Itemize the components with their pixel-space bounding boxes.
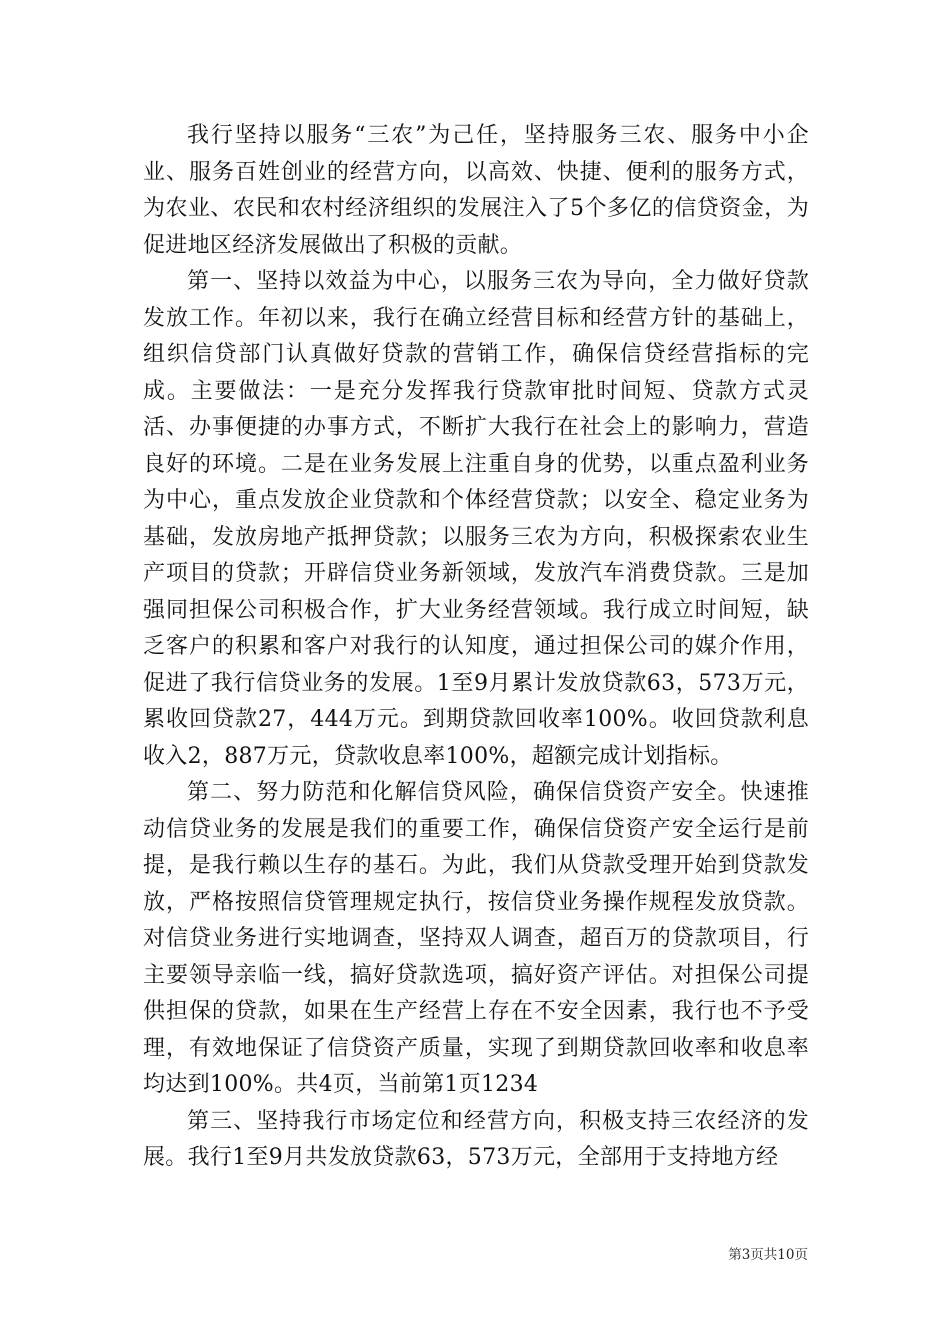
paragraph-intro: 我行坚持以服务“三农”为己任，坚持服务三农、服务中小企业、服务百姓创业的经营方向，以高效、快捷、便利的服务方式，为农业、农民和农村经济组织的发展注入了5个多亿的信贷资金，为促进地区经济发展做出了积极的贡献。: [143, 123, 809, 258]
paragraph-first-point: 第一、坚持以效益为中心，以服务三农为导向，全力做好贷款发放工作。年初以来，我行在确立经营目标和经营方针的基础上，组织信贷部门认真做好贷款的营销工作，确保信贷经营指标的完成。主要做法：一是充分发挥我行贷款审批时间短、贷款方式灵活、办事便捷的办事方式，不断扩大我行在社会上的影响力，营造良好的环境。二是在业务发展上注重自身的优势，以重点盈利业务为中心，重点发放企业贷款和个体经营贷款；以安全、稳定业务为基础，发放房地产抵押贷款；以服务三农为方向，积极探索农业生产项目的贷款；开辟信贷业务新领域，发放汽车消费贷款。三是加强同担保公司积极合作，扩大业务经营领域。我行成立时间短，缺乏客户的积累和客户对我行的认知度，通过担保公司的媒介作用，促进了我行信贷业务的发展。1至9月累计发放贷款63，573万元，累收回贷款27，444万元。到期贷款回收率100%。收回贷款利息收入2，887万元，贷款收息率100%，超额完成计划指标。: [143, 269, 809, 769]
paragraph-third-point: 第三、坚持我行市场定位和经营方向，积极支持三农经济的发展。我行1至9月共发放贷款63，573万元，全部用于支持地方经: [143, 1108, 809, 1170]
paragraph-second-point: 第二、努力防范和化解信贷风险，确保信贷资产安全。快速推动信贷业务的发展是我们的重要工作，确保信贷资产安全运行是前提，是我行赖以生存的基石。为此，我们从贷款受理开始到贷款发放，严格按照信贷管理规定执行，按信贷业务操作规程发放贷款。对信贷业务进行实地调查，坚持双人调查，超百万的贷款项目，行主要领导亲临一线，搞好贷款选项，搞好资产评估。对担保公司提供担保的贷款，如果在生产经营上存在不安全因素，我行也不予受理，有效地保证了信贷资产质量，实现了到期贷款回收率和收息率均达到100%。共4页，当前第1页1234: [143, 780, 809, 1097]
page-number-footer: 第3页共10页: [728, 1247, 808, 1263]
document-body: [143, 118, 809, 1177]
